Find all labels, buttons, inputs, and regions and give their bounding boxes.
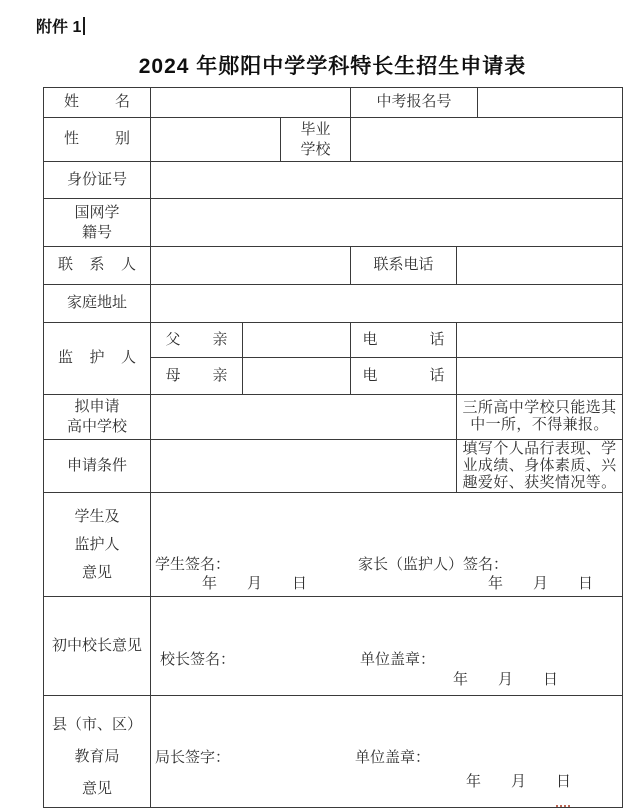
spellcheck-artifact: [556, 801, 570, 807]
mother-tel-label-cell: [351, 358, 457, 395]
father-tel-value-cell[interactable]: [457, 323, 623, 358]
apply-school-value-cell[interactable]: [151, 395, 457, 440]
contact-phone-label: 联系电话: [351, 247, 457, 285]
grad-school-label-line2: 学校: [300, 141, 331, 158]
table-row: [44, 247, 623, 285]
principal-date-label: 年 月 日: [453, 672, 559, 688]
exam-no-label: 中考报名号: [351, 88, 478, 118]
student-opinion-value-cell[interactable]: [151, 493, 623, 597]
name-label-cell: [44, 88, 151, 118]
grad-school-label-line1: 毕业: [300, 121, 331, 138]
bureau-opinion-label-line2: 教育局: [74, 748, 120, 765]
attachment-text: 附件 1: [36, 19, 82, 36]
id-label: 身份证号: [44, 162, 151, 199]
address-value-cell[interactable]: [151, 285, 623, 323]
father-tel-label: 电话: [362, 331, 445, 348]
address-label: 家庭地址: [44, 285, 151, 323]
application-form-table: [43, 87, 623, 808]
gender-value-cell[interactable]: [151, 118, 281, 162]
table-row: [44, 162, 623, 199]
table-row: [44, 440, 623, 493]
attachment-label: [36, 17, 85, 39]
table-row: [44, 118, 623, 162]
id-value-cell[interactable]: [151, 162, 623, 199]
conditions-note-line3: 趣爱好、获奖情况等。: [462, 475, 617, 491]
conditions-label: 申请条件: [44, 440, 151, 493]
student-opinion-label-cell: [44, 493, 151, 597]
bureau-opinion-label-line1: 县（市、区）: [51, 716, 142, 733]
table-row: [44, 199, 623, 247]
apply-school-note-line1: 三所高中学校只能选其: [462, 400, 617, 416]
mother-name-value-cell[interactable]: [243, 358, 351, 395]
student-opinion-label-line3: 意见: [81, 564, 112, 581]
table-row: [44, 285, 623, 323]
mother-tel-value-cell[interactable]: [457, 358, 623, 395]
table-row: [44, 88, 623, 118]
apply-school-label-line2: 高中学校: [66, 419, 127, 435]
table-row: [44, 323, 623, 358]
principal-sign-label: 校长签名：: [160, 652, 236, 668]
grad-school-value-cell[interactable]: [351, 118, 623, 162]
conditions-value-cell[interactable]: [151, 440, 457, 493]
gender-label: 性别: [64, 131, 130, 147]
grad-school-label-cell: [281, 118, 351, 162]
conditions-note-cell: [457, 440, 623, 493]
student-no-label-line2: 籍号: [81, 224, 112, 241]
student-opinion-label-line2: 监护人: [74, 536, 120, 553]
conditions-note-line2: 业成绩、身体素质、兴: [462, 458, 617, 474]
student-opinion-label-line1: 学生及: [74, 508, 120, 525]
form-title: 2024 年郧阳中学学科特长生招生申请表: [138, 55, 527, 78]
conditions-note-line1: 填写个人品行表现、学: [462, 441, 617, 457]
principal-opinion-value-cell[interactable]: [151, 597, 623, 696]
bureau-opinion-value-cell[interactable]: [151, 696, 623, 808]
guardian-label-cell: [44, 323, 151, 395]
father-name-value-cell[interactable]: [243, 323, 351, 358]
table-row: [44, 493, 623, 597]
contact-label: 联系人: [58, 257, 136, 273]
contact-label-cell: [44, 247, 151, 285]
gender-label-cell: [44, 118, 151, 162]
bureau-opinion-label-cell: [44, 696, 151, 808]
table-row: [44, 597, 623, 696]
apply-school-note-line2: 中一所，不得兼报。: [470, 417, 609, 433]
bureau-seal-label: 单位盖章：: [355, 750, 431, 766]
father-tel-label-cell: [351, 323, 457, 358]
table-row: [44, 696, 623, 808]
contact-phone-value-cell[interactable]: [457, 247, 623, 285]
mother-label-cell: [151, 358, 243, 395]
student-no-label-line1: 国网学: [74, 204, 120, 221]
table-row: [44, 395, 623, 440]
principal-opinion-label: 初中校长意见: [44, 597, 151, 696]
guardian-label: 监护人: [58, 350, 136, 366]
parent-date-label: 年 月 日: [488, 576, 594, 592]
father-label-cell: [151, 323, 243, 358]
contact-value-cell[interactable]: [151, 247, 351, 285]
name-label: 姓名: [64, 94, 130, 110]
text-caret: [83, 17, 85, 35]
bureau-date-label: 年 月 日: [466, 774, 572, 790]
student-date-label: 年 月 日: [202, 576, 308, 592]
apply-school-note-cell: [457, 395, 623, 440]
principal-seal-label: 单位盖章：: [360, 652, 436, 668]
bureau-opinion-label-line3: 意见: [81, 780, 112, 797]
bureau-sign-label: 局长签字：: [155, 750, 231, 766]
apply-school-label-cell: [44, 395, 151, 440]
mother-label: 母亲: [165, 367, 228, 384]
student-no-label-cell: [44, 199, 151, 247]
parent-sign-label: 家长（监护人）签名：: [358, 557, 509, 573]
father-label: 父亲: [165, 331, 228, 348]
apply-school-label-line1: 拟申请: [74, 399, 120, 415]
student-no-value-cell[interactable]: [151, 199, 623, 247]
exam-no-value-cell[interactable]: [478, 88, 623, 118]
student-sign-label: 学生签名：: [155, 557, 231, 573]
mother-tel-label: 电话: [362, 367, 445, 384]
name-value-cell[interactable]: [151, 88, 351, 118]
